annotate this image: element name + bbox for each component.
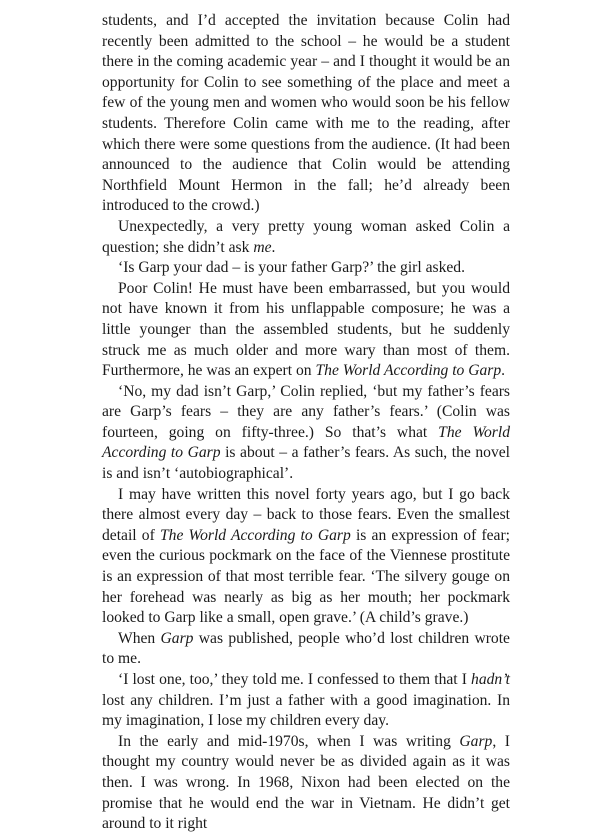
italic-text-run: hadn’t bbox=[471, 671, 510, 688]
text-run: . bbox=[501, 362, 506, 380]
paragraph bbox=[102, 279, 510, 382]
text-run: , I thought my country would never be as divided again as it was then. I was wrong. In 1968, Nixon had been elected on the promise that he would end the war in Vietnam. He didn’t get around to it right bbox=[102, 732, 510, 833]
text-run: ‘Is Garp your dad – is your father Garp?’ the girl asked. bbox=[118, 259, 465, 277]
italic-text-run: The World According to Garp bbox=[102, 423, 511, 462]
text-run: is about – a father’s fears. As such, the novel is and isn’t ‘autobiographical’. bbox=[102, 444, 510, 483]
paragraph bbox=[102, 258, 510, 279]
text-run: students, and I’d accepted the invitation because Colin had recently been admitted to the school – he would be a student there in the coming academic year – and I thought it would be an opportunity for Colin to see something of the place and meet a few of the young men and women who would soon be his fellow students. Therefore Colin came with me to the reading, after which there were some questions from the audience. (It had been announced to the audience that Colin would be attending Northfield Mount Hermon in the fall; he’d already been introduced to the crowd.) bbox=[102, 12, 510, 215]
italic-text-run: The World According to Garp bbox=[159, 526, 351, 544]
paragraph bbox=[102, 732, 510, 835]
text-run: I may have written this novel forty years ago, but I go back there almost every day – back to those fears. Even the smallest detail of bbox=[102, 485, 510, 544]
paragraph bbox=[102, 670, 510, 732]
italic-text-run: The World According to Garp bbox=[315, 362, 502, 380]
text-run: . bbox=[271, 238, 276, 256]
text-run: is an expression of fear; even the curious pockmark on the face of the Viennese prostitute is an expression of that most terrible fear. ‘The silvery gouge on her forehead was nearly as big as her mouth; her pockmark looked to Garp like a small, open grave.’ (A child’s grave.) bbox=[102, 526, 511, 627]
italic-text-run: Garp bbox=[160, 629, 194, 647]
text-run: When bbox=[118, 629, 161, 647]
paragraph bbox=[102, 217, 510, 258]
paragraph bbox=[102, 382, 510, 485]
body-text bbox=[102, 11, 510, 835]
text-run: was published, people who’d lost children wrote to me. bbox=[102, 629, 510, 668]
paragraph bbox=[102, 629, 510, 670]
text-run: lost any children. I’m just a father with a good imagination. In my imagination, I lose my children every day. bbox=[102, 691, 510, 730]
paragraph bbox=[102, 485, 510, 629]
text-run: Unexpectedly, a very pretty young woman asked Colin a question; she didn’t ask bbox=[102, 217, 510, 256]
text-run: ‘I lost one, too,’ they told me. I confessed to them that I bbox=[118, 671, 472, 688]
text-run: ‘No, my dad isn’t Garp,’ Colin replied, ‘but my father’s fears are Garp’s fears – they are any father’s fears.’ (Colin was fourteen, going on fifty-three.) So that’s what bbox=[102, 382, 510, 441]
text-run: In the early and mid-1970s, when I was writing bbox=[118, 732, 460, 750]
paragraph bbox=[102, 11, 510, 217]
italic-text-run: Garp bbox=[459, 732, 493, 750]
text-run: Poor Colin! He must have been embarrassed, but you would not have known it from his unflappable composure; he was a little younger than the assembled students, but he suddenly struck me as much older and more wary than most of them. Furthermore, he was an expert on bbox=[102, 279, 510, 380]
italic-text-run: me bbox=[253, 238, 272, 256]
